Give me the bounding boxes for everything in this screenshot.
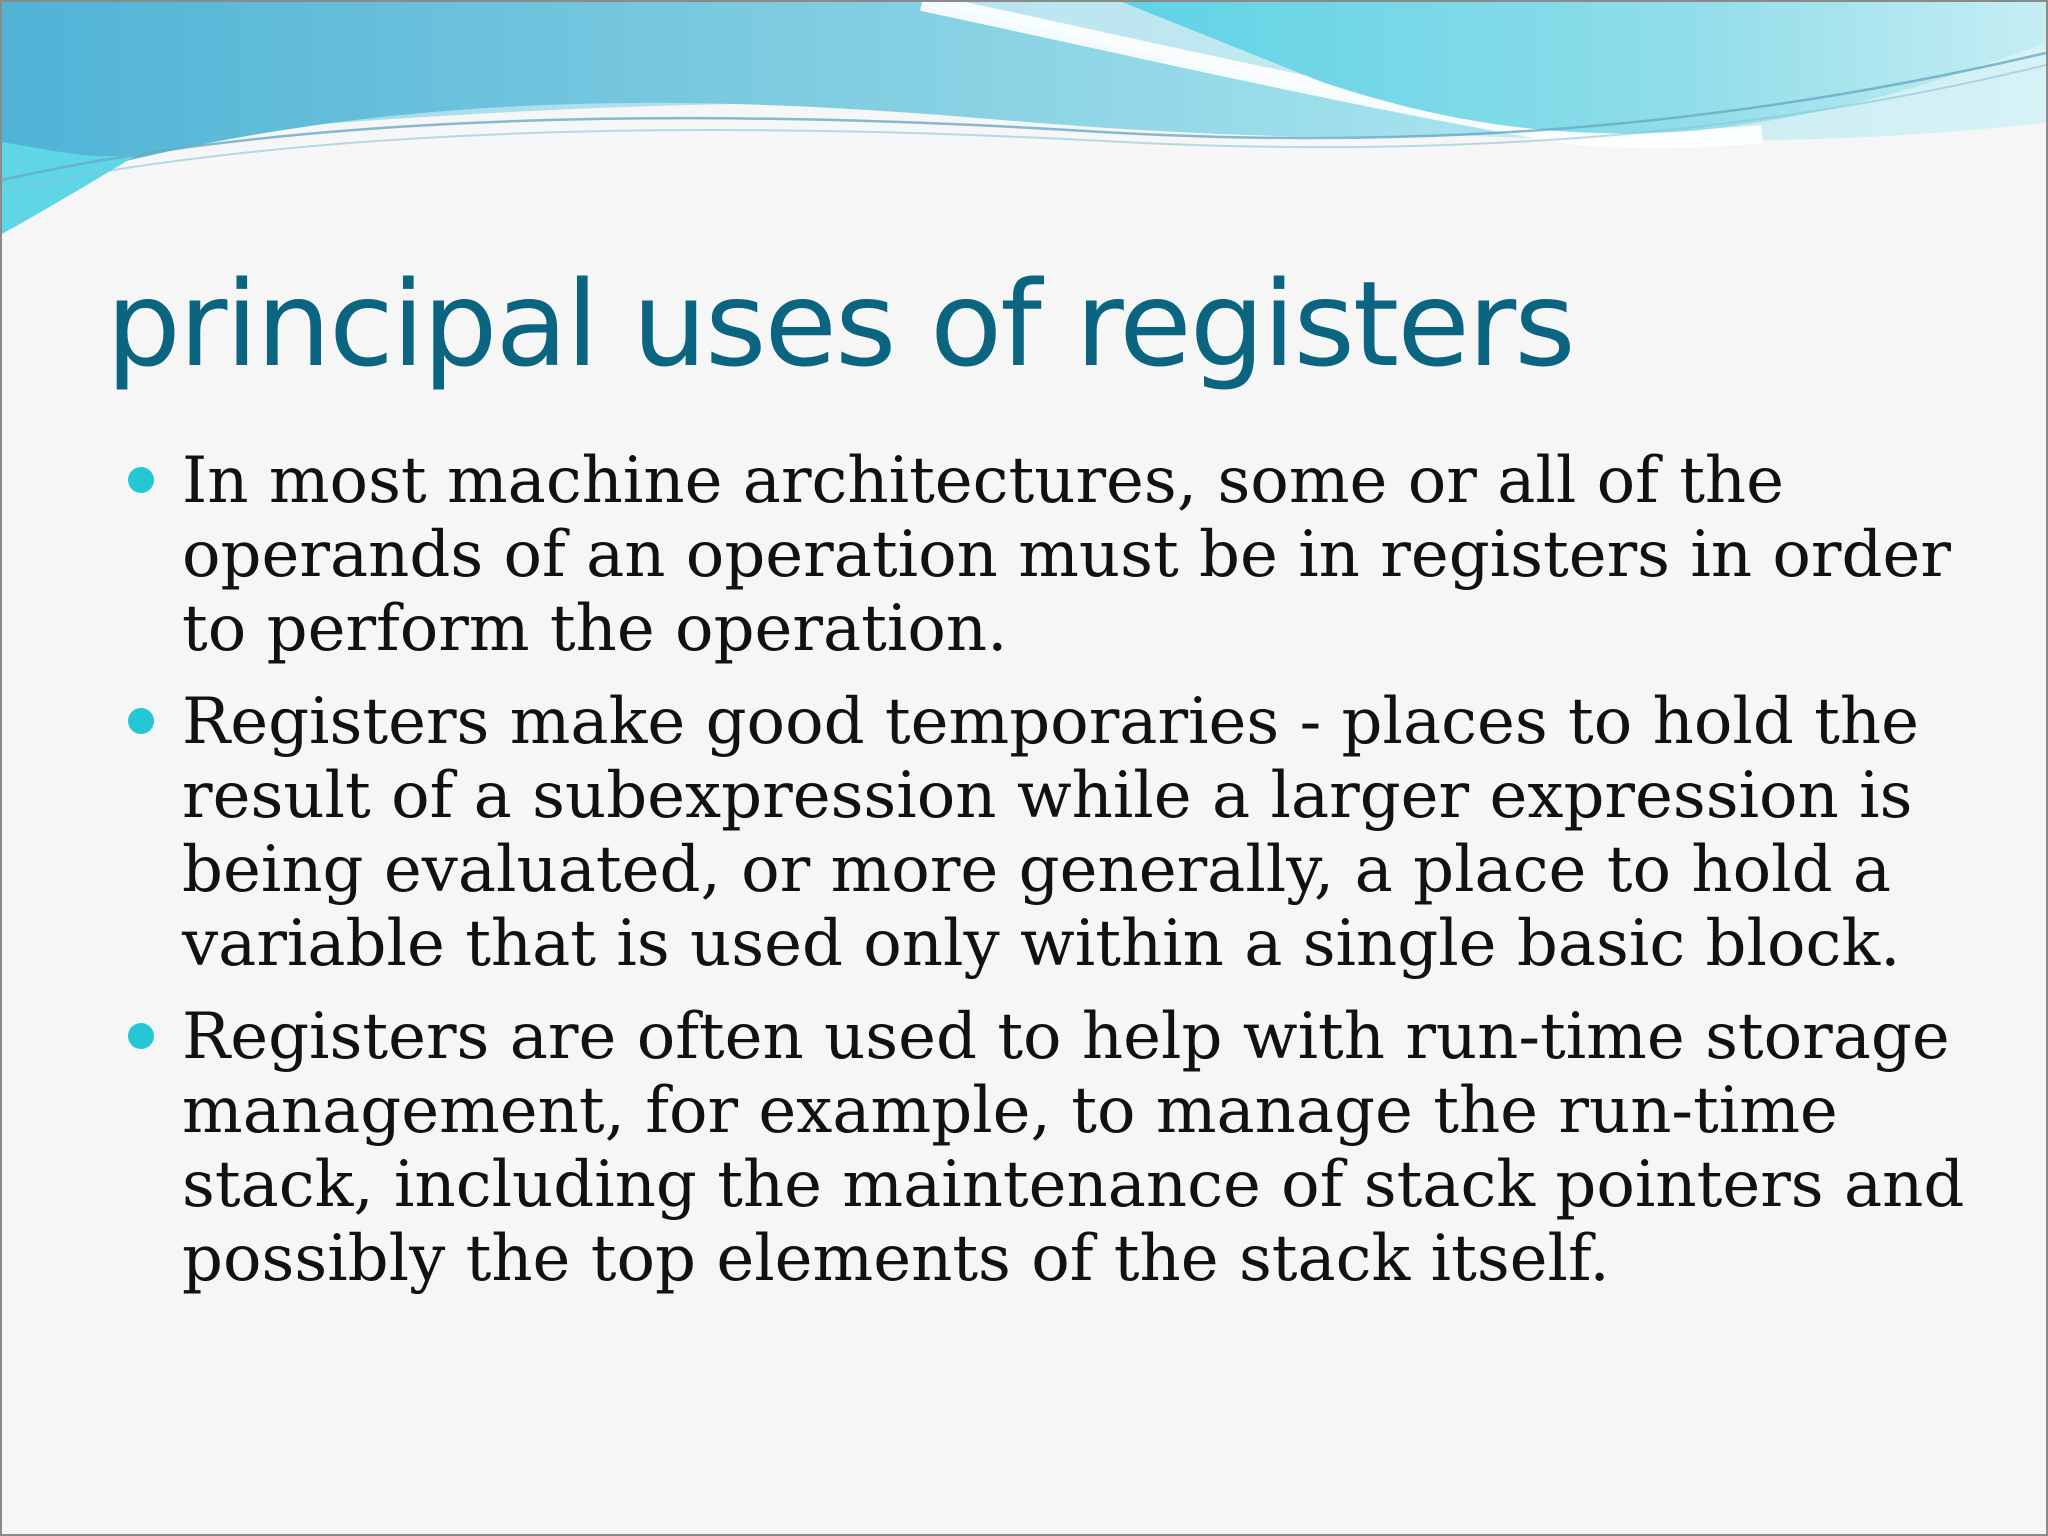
bullet-marker-icon <box>128 467 154 493</box>
bullet-text: In most machine architectures, some or all of the operands of an operation must be in registers in order to perform the operation. <box>182 444 1951 666</box>
slide-title: principal uses of registers <box>106 255 1574 393</box>
bullet-list <box>128 444 1988 1315</box>
bullet-item <box>128 685 1988 981</box>
bullet-text: Registers make good temporaries - places to hold the result of a subexpression while a larger expression is being evaluated, or more generally, a place to hold a variable that is used only within a single basic block. <box>182 685 1919 981</box>
decorative-wave-header <box>2 2 2048 242</box>
bullet-item <box>128 1000 1988 1296</box>
bullet-text: Registers are often used to help with run-time storage management, for example, to manage the run-time stack, including the maintenance of stack pointers and possibly the top elements of the stack itself. <box>182 1000 1965 1296</box>
bullet-marker-icon <box>128 708 154 734</box>
bullet-marker-icon <box>128 1023 154 1049</box>
bullet-item <box>128 444 1988 666</box>
